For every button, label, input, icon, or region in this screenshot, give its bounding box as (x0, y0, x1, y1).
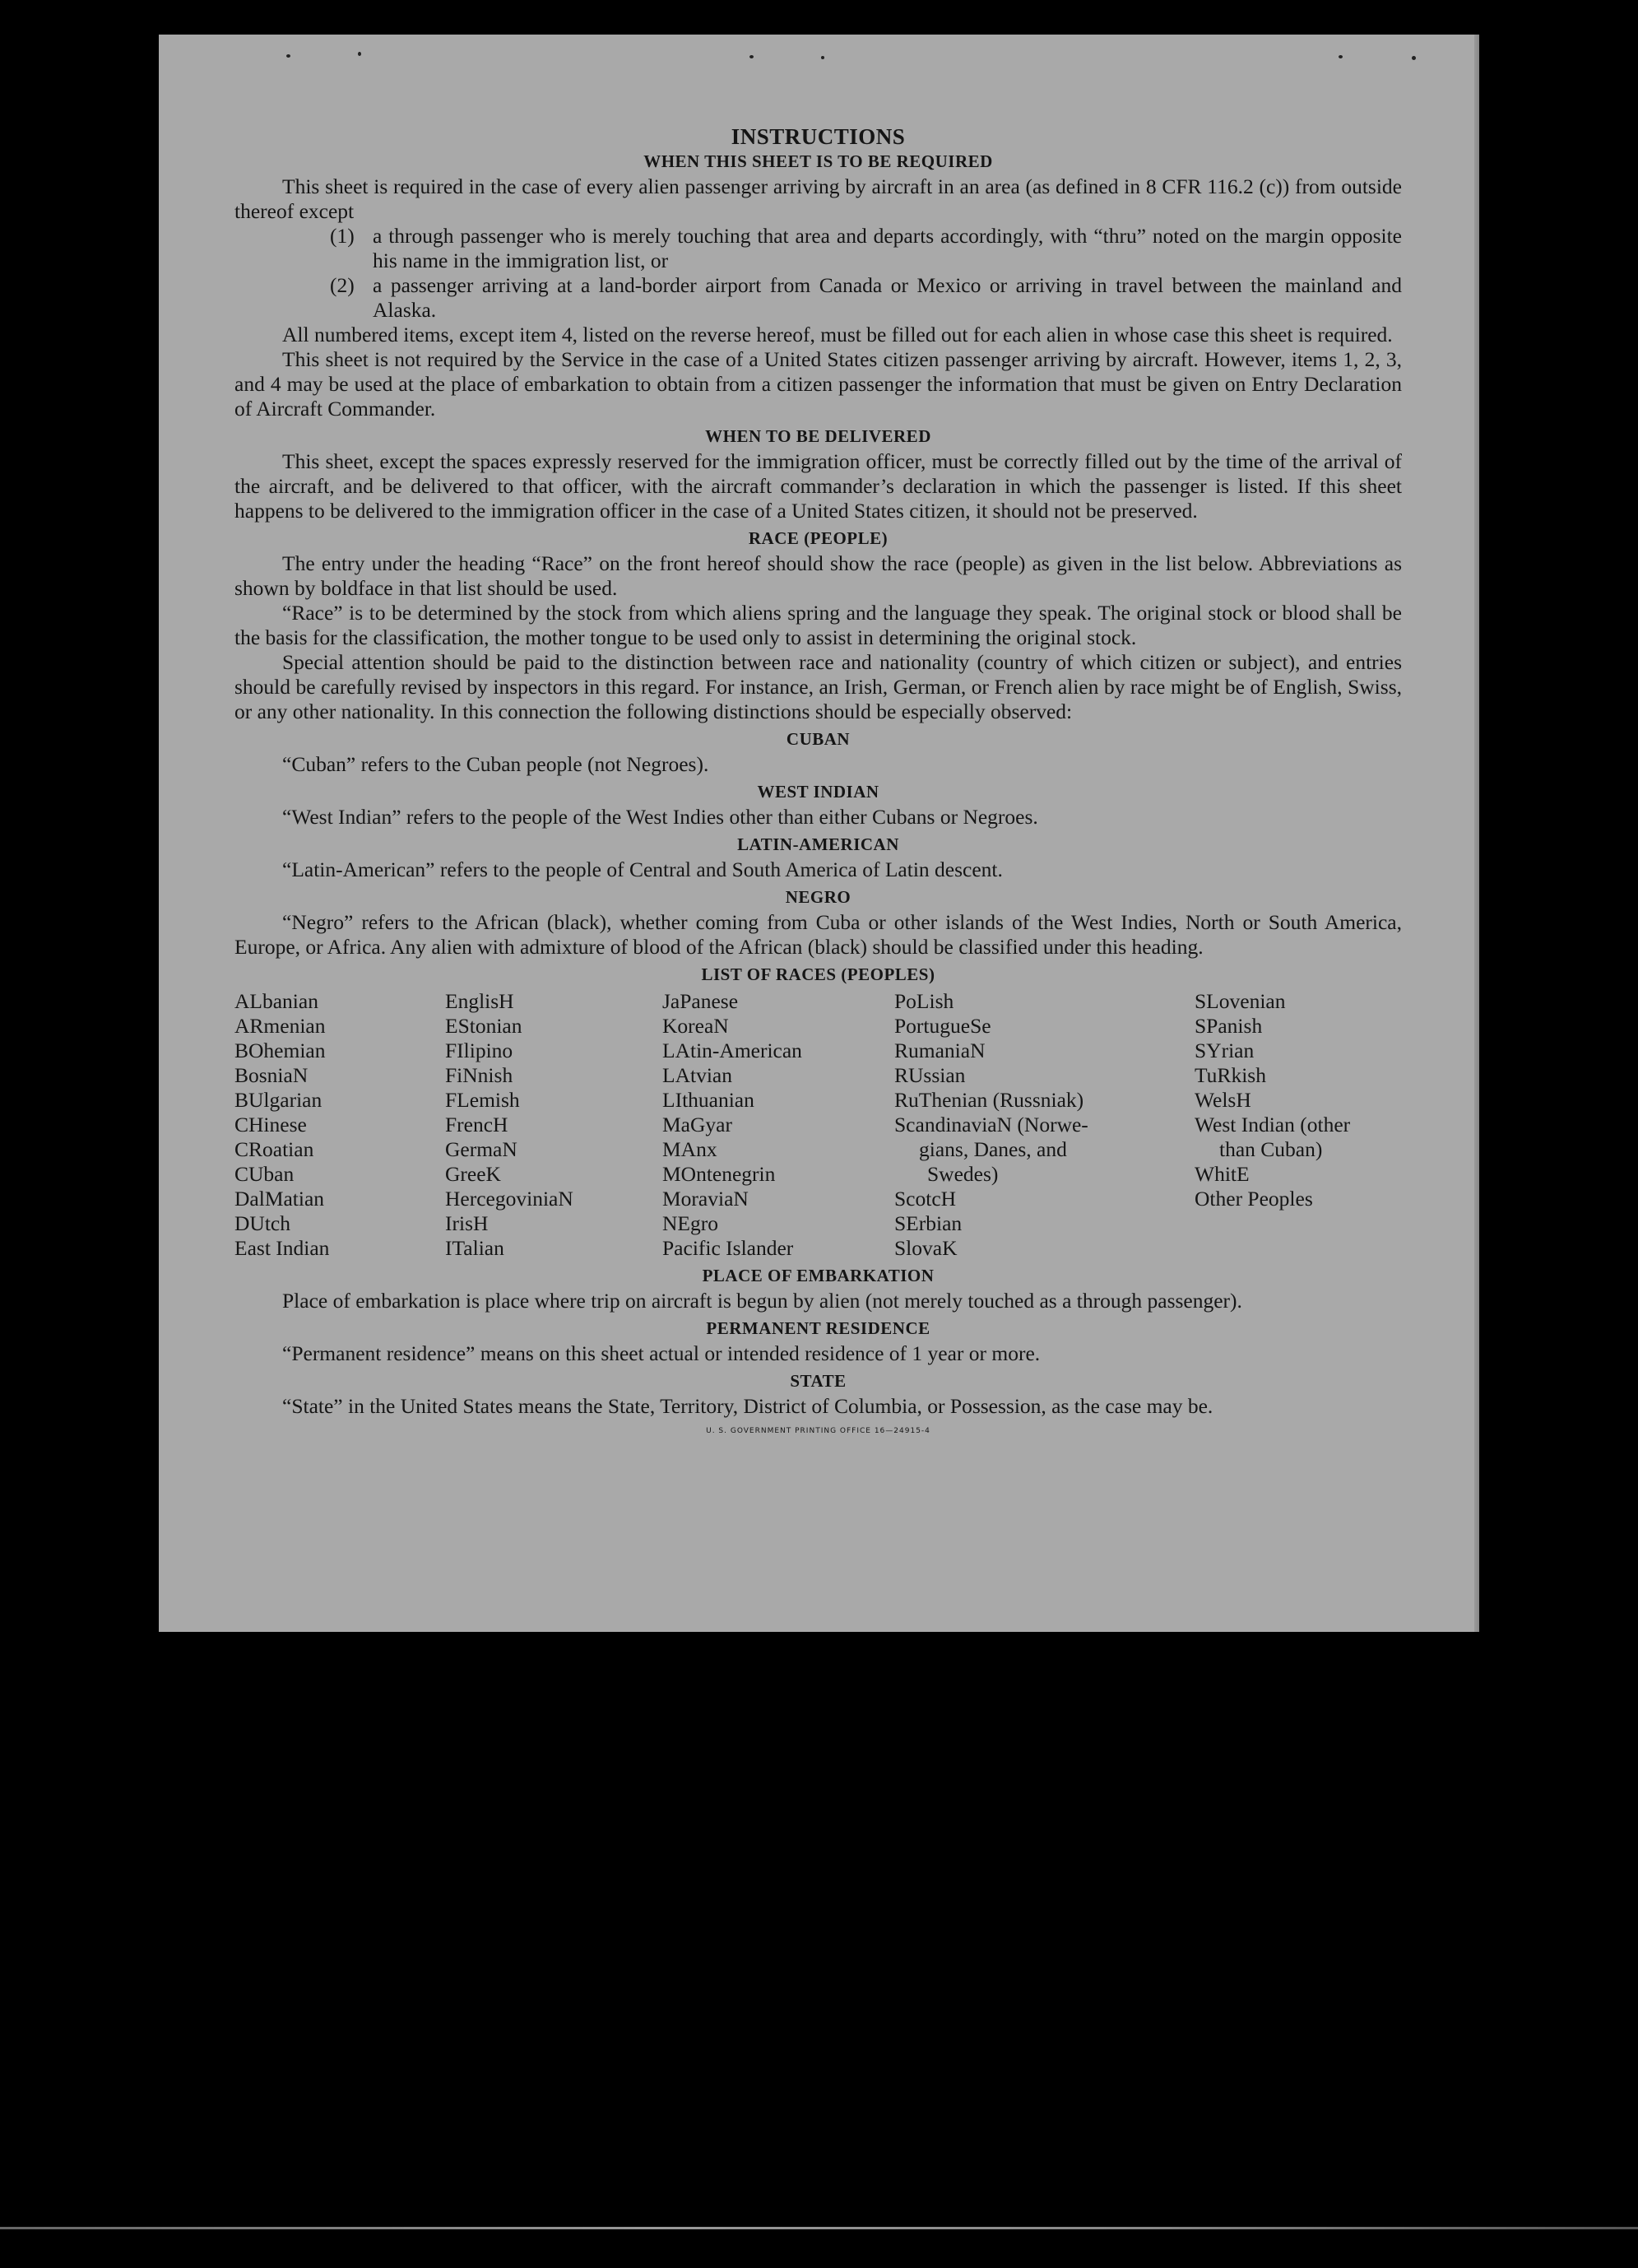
document-title: INSTRUCTIONS (731, 124, 906, 149)
scan-speck (286, 54, 290, 58)
race-entry: DalMatian (234, 1187, 325, 1211)
paragraph: This sheet is not required by the Service in the case of a United States citizen passenger arriving by aircraft. However, items 1, 2, 3, and 4 may be used at the place of embarkation to obtain from a citizen passenger the information that must be given on Entry Declaration of Aircraft Commander. (234, 347, 1402, 421)
race-entry: MaGyar (662, 1113, 732, 1136)
document-page (159, 35, 1479, 1632)
race-entry: PortugueSe (894, 1014, 991, 1038)
race-entry: MoraviaN (662, 1187, 749, 1211)
race-entry: FiNnish (445, 1063, 513, 1087)
race-entry-continued: Swedes) (927, 1162, 999, 1186)
printer-imprint: U. S. GOVERNMENT PRINTING OFFICE 16—24915-4 (706, 1427, 930, 1435)
race-entry: FLemish (445, 1088, 520, 1112)
race-entry-continued: than Cuban) (1219, 1137, 1323, 1161)
item-text: a through passenger who is merely touching that area and departs accordingly, with “thru” noted on the margin opposite his name in the immigration list, or (373, 224, 1402, 272)
paragraph: Place of embarkation is place where trip on aircraft is begun by alien (not merely touched as a through passenger). (282, 1289, 1242, 1313)
race-entry: WhitE (1195, 1162, 1250, 1186)
paragraph: “Race” is to be determined by the stock from which aliens spring and the language they speak. The original stock or blood shall be the basis for the classification, the mother tongue to be used only to assist in determining the original stock. (234, 601, 1402, 649)
item-number: (2) (330, 273, 355, 297)
section-heading-list-of-races: LIST OF RACES (PEOPLES) (701, 964, 935, 984)
scan-speck (1412, 56, 1416, 60)
race-entry: SlovaK (894, 1236, 958, 1260)
race-entry: CUban (234, 1162, 295, 1186)
list-item (234, 273, 1402, 323)
race-entry: HercegoviniaN (445, 1187, 573, 1211)
paragraph: “Cuban” refers to the Cuban people (not Negroes). (282, 752, 709, 776)
section-heading-residence: PERMANENT RESIDENCE (706, 1318, 930, 1338)
race-entry: LIthuanian (662, 1088, 754, 1112)
section-heading-embarkation: PLACE OF EMBARKATION (702, 1266, 935, 1285)
race-entry: ITalian (445, 1236, 504, 1260)
section-heading-delivered: WHEN TO BE DELIVERED (705, 426, 931, 446)
race-entry: GermaN (445, 1137, 517, 1161)
race-entry: ALbanian (234, 989, 318, 1013)
section-heading-cuban: CUBAN (786, 729, 851, 749)
race-entry: SYrian (1195, 1039, 1255, 1062)
race-entry: FIlipino (445, 1039, 513, 1062)
section-heading-state: STATE (790, 1371, 847, 1391)
race-entry: EnglisH (445, 989, 514, 1013)
race-entry: Pacific Islander (662, 1236, 794, 1260)
races-column (662, 989, 894, 1261)
race-entry: JaPanese (662, 989, 739, 1013)
race-entry: NEgro (662, 1211, 718, 1235)
race-entry: RuThenian (Russniak) (894, 1088, 1084, 1112)
race-entry: DUtch (234, 1211, 290, 1235)
race-entry: BOhemian (234, 1039, 326, 1062)
paragraph: “Negro” refers to the African (black), whether coming from Cuba or other islands of the West Indies, North or South America, Europe, or Africa. Any alien with admixture of blood of the African (black) should be classified under this heading. (234, 910, 1402, 959)
section-heading-latin-american: LATIN-AMERICAN (737, 834, 899, 854)
races-column (445, 989, 662, 1261)
race-entry: SLovenian (1195, 989, 1286, 1013)
section-heading-west-indian: WEST INDIAN (757, 782, 879, 802)
race-entry: RUssian (894, 1063, 966, 1087)
item-number: (1) (330, 224, 355, 248)
paragraph: “State” in the United States means the State, Territory, District of Columbia, or Possession, as the case may be. (282, 1394, 1213, 1418)
race-entry: RumaniaN (894, 1039, 986, 1062)
race-entry: BUlgarian (234, 1088, 322, 1112)
race-entry: LAtvian (662, 1063, 732, 1087)
paragraph: “Permanent residence” means on this sheet actual or intended residence of 1 year or more. (282, 1341, 1041, 1365)
race-entry: EStonian (445, 1014, 522, 1038)
section-heading-required: WHEN THIS SHEET IS TO BE REQUIRED (643, 151, 993, 171)
race-entry: WelsH (1195, 1088, 1251, 1112)
scan-speck (821, 56, 824, 59)
race-entry: FrencH (445, 1113, 508, 1136)
races-column (894, 989, 1195, 1261)
races-column (1195, 989, 1408, 1261)
race-entry: West Indian (other (1195, 1113, 1351, 1136)
paragraph: “Latin-American” refers to the people of Central and South America of Latin descent. (282, 857, 1003, 881)
race-entry: IrisH (445, 1211, 489, 1235)
race-entry: PoLish (894, 989, 954, 1013)
race-entry: SPanish (1195, 1014, 1263, 1038)
race-entry-continued: gians, Danes, and (919, 1137, 1067, 1161)
paragraph: The entry under the heading “Race” on the front hereof should show the race (people) as given in the list below. Abbreviations as shown by boldface in that list should be used. (234, 551, 1402, 600)
race-entry: LAtin-American (662, 1039, 802, 1062)
race-entry: TuRkish (1195, 1063, 1266, 1087)
scan-speck (358, 52, 361, 56)
section-heading-negro: NEGRO (785, 887, 851, 907)
race-entry: GreeK (445, 1162, 501, 1186)
race-entry: CHinese (234, 1113, 307, 1136)
race-entry: SErbian (894, 1211, 963, 1235)
races-list (234, 989, 1402, 1261)
paragraph: This sheet is required in the case of every alien passenger arriving by aircraft in an area (as defined in 8 CFR 116.2 (c)) from outside thereof except (234, 174, 1402, 223)
races-column (234, 989, 445, 1261)
paragraph: This sheet, except the spaces expressly reserved for the immigration officer, must be correctly filled out by the time of the arrival of the aircraft, and be delivered to that officer, with the aircraft commander’s declaration in which the passenger is listed. If this sheet happens to be delivered to the immigration officer in the case of a United States citizen, it should not be preserved. (234, 449, 1402, 523)
race-entry: Other Peoples (1195, 1187, 1313, 1211)
paragraph: “West Indian” refers to the people of the West Indies other than either Cubans or Negroes. (282, 805, 1038, 829)
paragraph: Special attention should be paid to the distinction between race and nationality (country of which citizen or subject), and entries should be carefully revised by inspectors in this regard. For instance, an Irish, German, or French alien by race might be of English, Swiss, or any other nationality. In this connection the following distinctions should be especially observed: (234, 650, 1402, 723)
scan-speck (1339, 55, 1343, 58)
paragraph: All numbered items, except item 4, listed on the reverse hereof, must be filled out for each alien in whose case this sheet is required. (282, 323, 1393, 346)
list-item (234, 224, 1402, 273)
race-entry: ScotcH (894, 1187, 957, 1211)
race-entry: ScandinaviaN (Norwe- (894, 1113, 1088, 1136)
scan-speck (749, 55, 754, 58)
race-entry: East Indian (234, 1236, 330, 1260)
race-entry: ARmenian (234, 1014, 326, 1038)
race-entry: MAnx (662, 1137, 717, 1161)
race-entry: MOntenegrin (662, 1162, 776, 1186)
item-text: a passenger arriving at a land-border airport from Canada or Mexico or arriving in travel between the mainland and Alaska. (373, 273, 1402, 322)
race-entry: BosniaN (234, 1063, 309, 1087)
race-entry: KoreaN (662, 1014, 729, 1038)
race-entry: CRoatian (234, 1137, 314, 1161)
section-heading-race: RACE (PEOPLE) (748, 528, 889, 548)
scan-artifact-line (0, 2227, 1638, 2229)
